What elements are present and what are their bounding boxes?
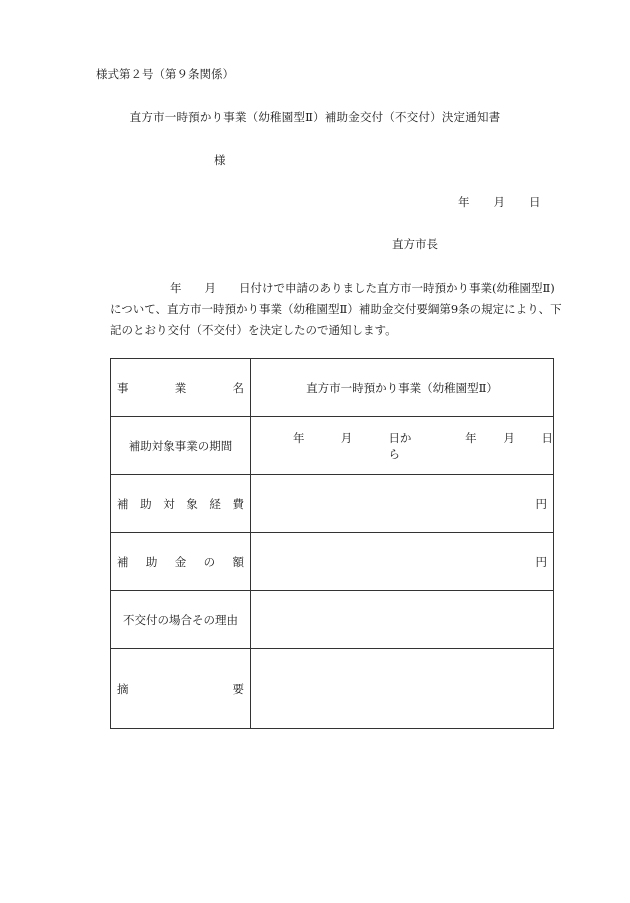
period-day-end: 日 — [541, 430, 554, 445]
label-remarks — [111, 649, 251, 729]
label-char: 対 — [163, 496, 175, 511]
body-line-3: 記のとおり交付（不交付）を決定したので通知します。 — [110, 323, 397, 337]
period-day-start: 日から — [388, 430, 412, 461]
label-char: 助 — [140, 496, 152, 511]
label-char: 経 — [209, 496, 221, 511]
period-year-start: 年 — [293, 430, 305, 445]
label-char: 業 — [174, 380, 187, 395]
issue-date — [458, 194, 541, 210]
form-number: 様式第２号（第９条関係） — [96, 67, 234, 81]
label-project-name — [111, 359, 251, 417]
value-eligible-cost — [251, 475, 554, 533]
date-day: 日 — [529, 195, 541, 209]
date-year: 年 — [458, 195, 470, 209]
label-char: 補 — [117, 496, 129, 511]
label-char: の — [203, 554, 216, 569]
label-char: 補 — [117, 554, 129, 569]
value-subsidy-amount — [251, 533, 554, 591]
value-project-name: 直方市一時預かり事業（幼稚園型Ⅱ） — [251, 359, 554, 417]
table-row-refusal-reason — [111, 591, 554, 649]
table-row-remarks — [111, 649, 554, 729]
body-line-2: について、直方市一時預かり事業（幼稚園型Ⅱ）補助金交付要綱第9条の規定により、下 — [110, 302, 562, 316]
table-row-period — [111, 417, 554, 475]
decision-table — [110, 358, 554, 729]
value-remarks — [251, 649, 554, 729]
label-char: 要 — [232, 681, 244, 696]
label-period: 補助対象事業の期間 — [111, 417, 251, 475]
yen-unit: 円 — [535, 554, 547, 569]
date-month: 月 — [493, 195, 505, 209]
period-month-end: 月 — [503, 430, 515, 445]
body-line-1: 年 月 日付けで申請のありました直方市一時預かり事業(幼稚園型Ⅱ) — [170, 281, 555, 295]
label-char: 名 — [232, 380, 244, 395]
issuer-name: 直方市長 — [392, 237, 438, 251]
table-row-subsidy-amount — [111, 533, 554, 591]
table-row-project-name — [111, 359, 554, 417]
label-char: 助 — [145, 554, 158, 569]
label-char: 事 — [117, 380, 129, 395]
label-char: 象 — [186, 496, 198, 511]
document-title: 直方市一時預かり事業（幼稚園型Ⅱ）補助金交付（不交付）決定通知書 — [129, 110, 501, 124]
notice-body — [110, 278, 565, 341]
yen-unit: 円 — [535, 496, 547, 511]
label-char: 金 — [174, 554, 187, 569]
table-row-eligible-cost — [111, 475, 554, 533]
label-char: 額 — [232, 554, 244, 569]
label-refusal-reason: 不交付の場合その理由 — [111, 591, 251, 649]
period-year-end: 年 — [465, 430, 477, 445]
label-char: 費 — [232, 496, 244, 511]
label-char: 摘 — [117, 681, 129, 696]
period-month-start: 月 — [340, 430, 353, 445]
value-period — [251, 417, 554, 475]
label-subsidy-amount — [111, 533, 251, 591]
label-eligible-cost — [111, 475, 251, 533]
recipient-suffix: 様 — [214, 153, 226, 167]
value-refusal-reason — [251, 591, 554, 649]
